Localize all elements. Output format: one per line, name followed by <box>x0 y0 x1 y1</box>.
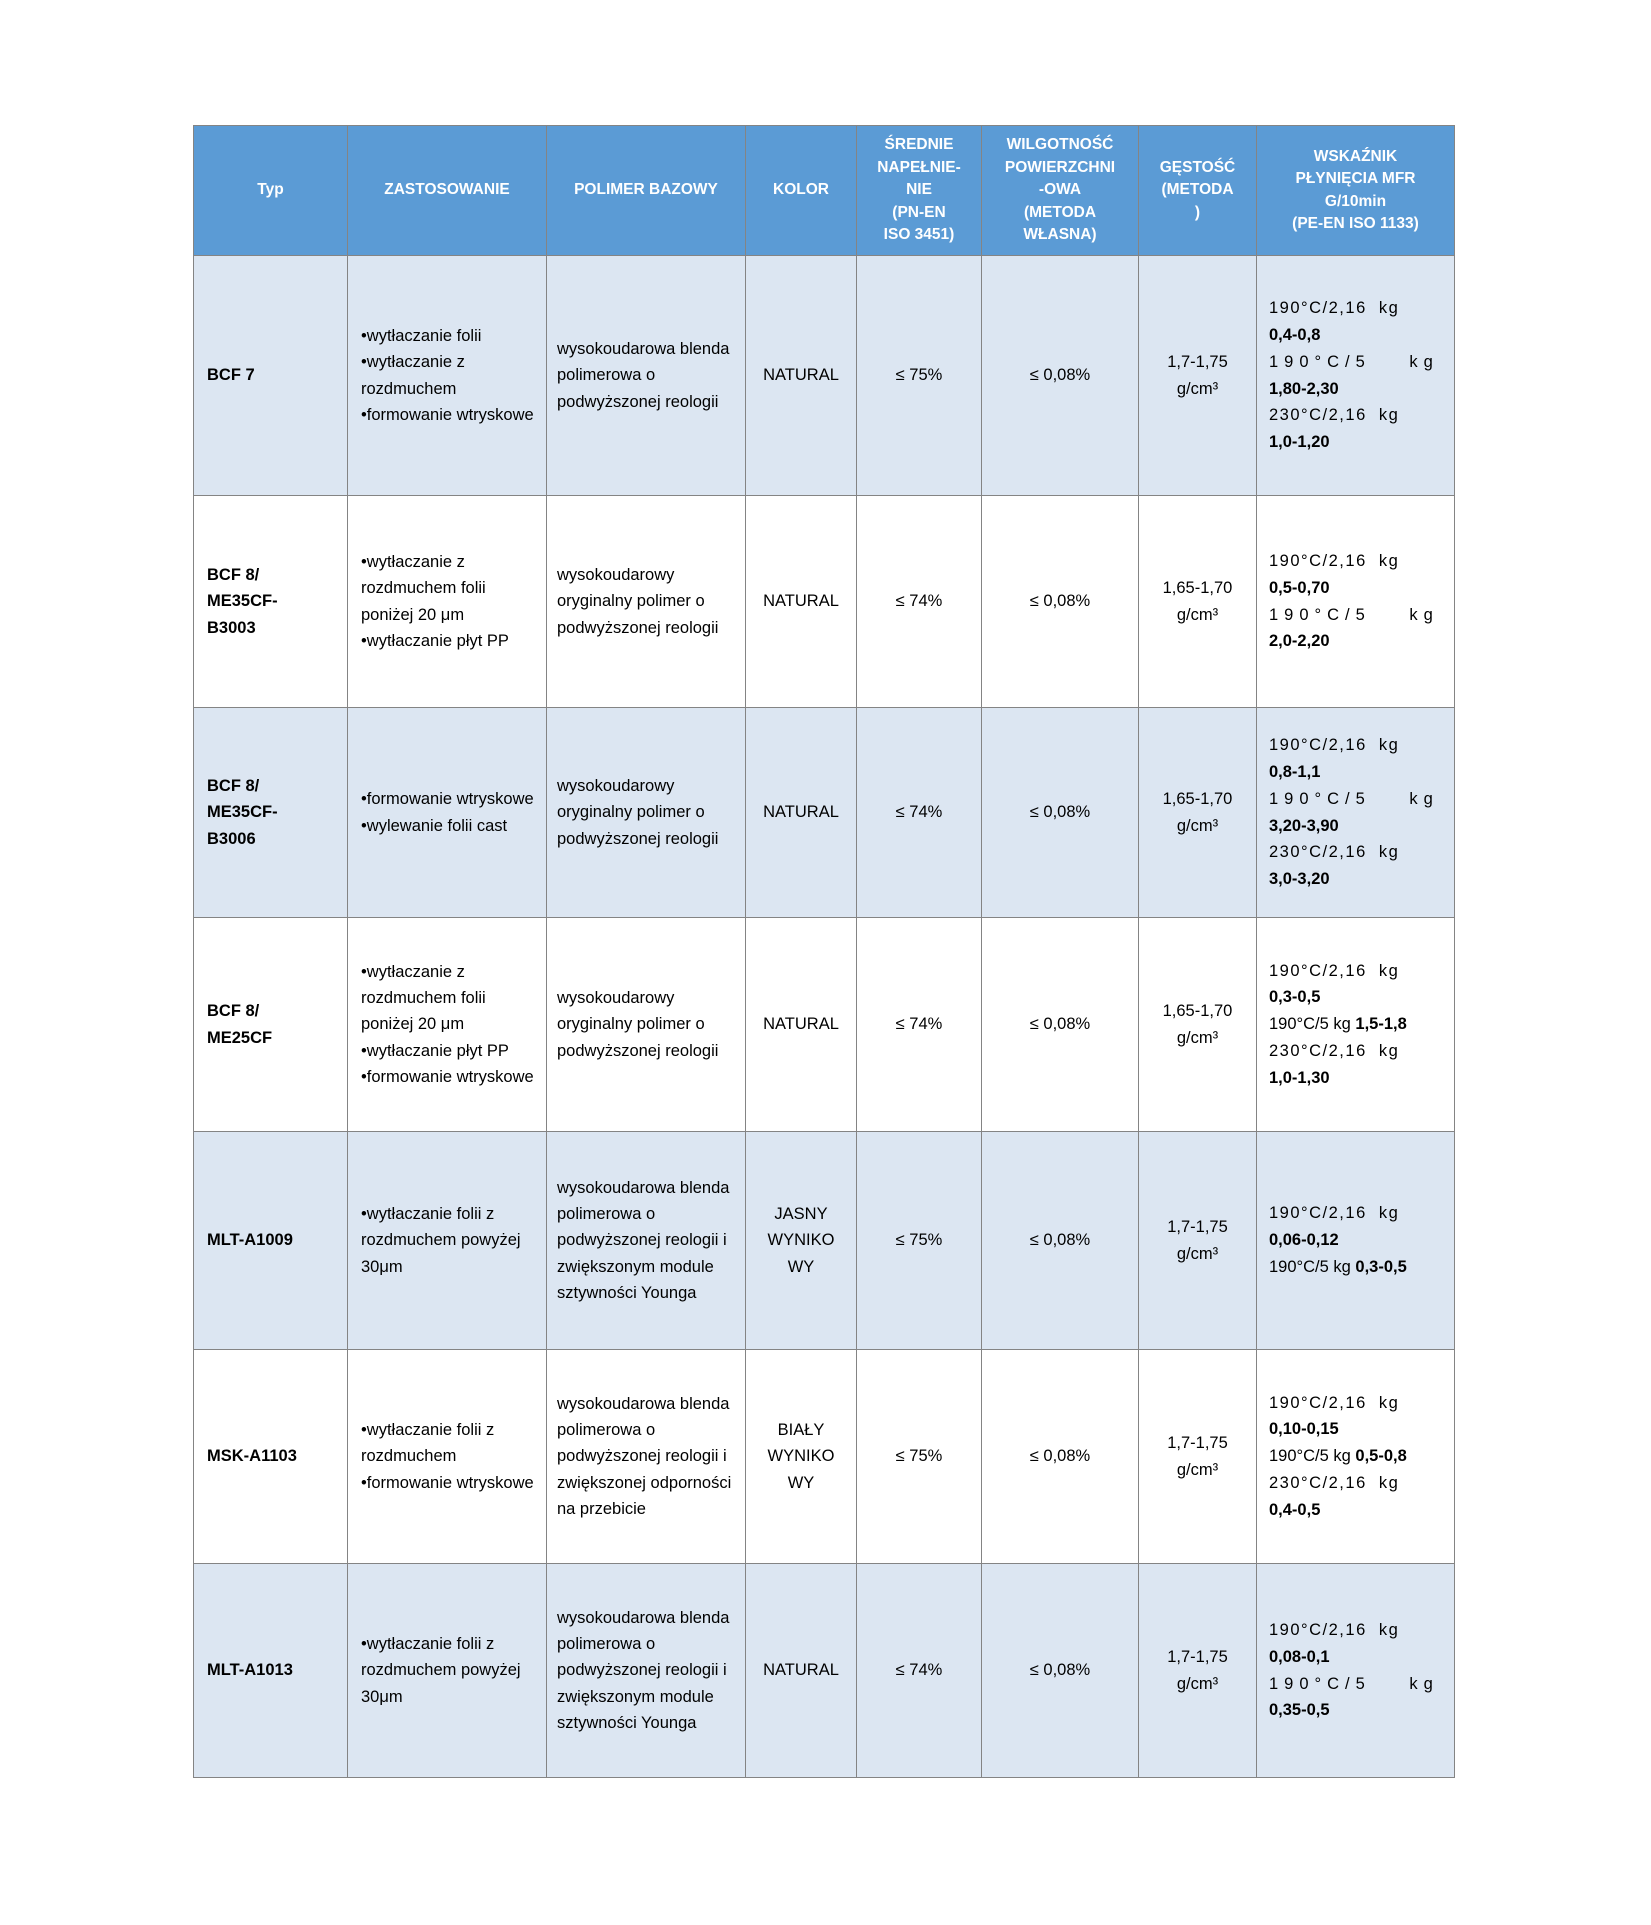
column-header-kolor: KOLOR <box>746 126 857 256</box>
mfr-value: 0,4-0,5 <box>1269 1500 1321 1519</box>
column-header-srednie-napelnienie: ŚREDNIE NAPEŁNIE- NIE (PN-EN ISO 3451) <box>857 126 982 256</box>
mfr-value: 1,80-2,30 <box>1269 379 1339 398</box>
application-item: •wytłaczanie z rozdmuchem folii poniżej 20 μm <box>361 552 486 624</box>
mfr-condition: 230°C/2,16 kg <box>1269 843 1400 862</box>
application-item: •wytłaczanie folii z rozdmuchem <box>361 1420 495 1466</box>
column-header-wilgotnosc: WILGOTNOŚĆ POWIERZCHNI -OWA (METODA WŁASNA) <box>982 126 1139 256</box>
table-row-bcf8-me25cf <box>194 918 1455 1132</box>
cell-mfr <box>1257 708 1455 918</box>
cell-kolor: NATURAL <box>746 256 857 496</box>
cell-polimer: wysokoudarowa blenda polimerowa o podwyższonej reologii <box>547 256 746 496</box>
cell-zastosowanie <box>348 708 547 918</box>
cell-wilgotnosc: ≤ 0,08% <box>982 1564 1139 1778</box>
mfr-value: 0,5-0,70 <box>1269 578 1330 597</box>
cell-gestosc: 1,65-1,70 g/cm³ <box>1139 708 1257 918</box>
mfr-condition: 190°C/2,16 kg <box>1269 1393 1400 1412</box>
mfr-value: 1,0-1,20 <box>1269 432 1330 451</box>
cell-gestosc: 1,65-1,70 g/cm³ <box>1139 496 1257 708</box>
mfr-value: 1,0-1,30 <box>1269 1068 1330 1087</box>
mfr-condition: 190°C/2,16 kg <box>1269 1621 1400 1640</box>
mfr-condition: 190°C/5 kg <box>1269 789 1439 808</box>
cell-typ: BCF 7 <box>194 256 348 496</box>
mfr-value: 2,0-2,20 <box>1269 632 1330 651</box>
mfr-condition-value: 190°C/5 kg 0,5-0,8 <box>1269 1447 1407 1466</box>
cell-polimer: wysokoudarowy oryginalny polimer o podwyższonej reologii <box>547 496 746 708</box>
cell-wilgotnosc: ≤ 0,08% <box>982 1350 1139 1564</box>
mfr-condition: 190°C/2,16 kg <box>1269 736 1400 755</box>
cell-kolor: BIAŁY WYNIKO WY <box>746 1350 857 1564</box>
cell-mfr <box>1257 256 1455 496</box>
application-item: •wytłaczanie folii z rozdmuchem powyżej 30μm <box>361 1204 521 1276</box>
mfr-condition: 190°C/5 kg <box>1269 352 1439 371</box>
cell-gestosc: 1,7-1,75 g/cm³ <box>1139 1350 1257 1564</box>
application-item: •formowanie wtryskowe <box>361 405 534 424</box>
column-header-wskaznik-mfr: WSKAŹNIK PŁYNIĘCIA MFR G/10min (PE-EN ISO 1133) <box>1257 126 1455 256</box>
table-row-mlt-a1013 <box>194 1564 1455 1778</box>
cell-typ: MSK-A1103 <box>194 1350 348 1564</box>
application-item: •wytłaczanie płyt PP <box>361 631 509 650</box>
mfr-value: 0,3-0,5 <box>1269 988 1321 1007</box>
mfr-condition: 190°C/2,16 kg <box>1269 1204 1400 1223</box>
column-header-polimer-bazowy: POLIMER BAZOWY <box>547 126 746 256</box>
cell-napelnienie: ≤ 75% <box>857 1350 982 1564</box>
table-row-mlt-a1009 <box>194 1132 1455 1350</box>
cell-polimer: wysokoudarowa blenda polimerowa o podwyższonej reologii i zwiększonej odporności na przebicie <box>547 1350 746 1564</box>
cell-polimer: wysokoudarowa blenda polimerowa o podwyższonej reologii i zwiększonym module sztywności Younga <box>547 1564 746 1778</box>
application-item: •wylewanie folii cast <box>361 816 508 835</box>
cell-gestosc: 1,65-1,70 g/cm³ <box>1139 918 1257 1132</box>
cell-kolor: NATURAL <box>746 496 857 708</box>
table-row-msk-a1103 <box>194 1350 1455 1564</box>
mfr-condition: 230°C/2,16 kg <box>1269 406 1400 425</box>
cell-zastosowanie <box>348 1350 547 1564</box>
cell-zastosowanie <box>348 256 547 496</box>
cell-napelnienie: ≤ 74% <box>857 1564 982 1778</box>
mfr-value: 0,06-0,12 <box>1269 1231 1339 1250</box>
application-item: •formowanie wtryskowe <box>361 1473 534 1492</box>
cell-zastosowanie <box>348 1564 547 1778</box>
application-item: •wytłaczanie z rozdmuchem folii poniżej 20 μm <box>361 962 486 1034</box>
cell-zastosowanie <box>348 918 547 1132</box>
mfr-condition: 230°C/2,16 kg <box>1269 1473 1400 1492</box>
application-item: •formowanie wtryskowe <box>361 790 534 809</box>
cell-mfr <box>1257 1132 1455 1350</box>
cell-kolor: JASNY WYNIKO WY <box>746 1132 857 1350</box>
mfr-value: 0,10-0,15 <box>1269 1420 1339 1439</box>
cell-zastosowanie <box>348 1132 547 1350</box>
table-row-bcf8-me35cf-b3006 <box>194 708 1455 918</box>
polymer-spec-table <box>193 125 1455 1778</box>
table-row-bcf8-me35cf-b3003 <box>194 496 1455 708</box>
cell-gestosc: 1,7-1,75 g/cm³ <box>1139 256 1257 496</box>
mfr-condition: 190°C/2,16 kg <box>1269 552 1400 571</box>
cell-mfr <box>1257 1564 1455 1778</box>
cell-zastosowanie <box>348 496 547 708</box>
cell-mfr <box>1257 496 1455 708</box>
cell-napelnienie: ≤ 74% <box>857 496 982 708</box>
mfr-condition-value: 190°C/5 kg 0,3-0,5 <box>1269 1257 1407 1276</box>
table-row-bcf7 <box>194 256 1455 496</box>
application-item: •formowanie wtryskowe <box>361 1068 534 1087</box>
cell-typ: BCF 8/ ME35CF- B3003 <box>194 496 348 708</box>
cell-wilgotnosc: ≤ 0,08% <box>982 918 1139 1132</box>
cell-typ: BCF 8/ ME25CF <box>194 918 348 1132</box>
mfr-value: 0,35-0,5 <box>1269 1701 1330 1720</box>
cell-gestosc: 1,7-1,75 g/cm³ <box>1139 1564 1257 1778</box>
header-row <box>194 126 1455 256</box>
cell-kolor: NATURAL <box>746 708 857 918</box>
cell-mfr <box>1257 1350 1455 1564</box>
mfr-condition: 190°C/5 kg <box>1269 1674 1439 1693</box>
cell-typ: MLT-A1009 <box>194 1132 348 1350</box>
cell-napelnienie: ≤ 75% <box>857 256 982 496</box>
mfr-value: 0,8-1,1 <box>1269 763 1321 782</box>
cell-mfr <box>1257 918 1455 1132</box>
cell-polimer: wysokoudarowy oryginalny polimer o podwyższonej reologii <box>547 918 746 1132</box>
mfr-condition: 230°C/2,16 kg <box>1269 1041 1400 1060</box>
mfr-value: 3,0-3,20 <box>1269 869 1330 888</box>
application-item: •wytłaczanie płyt PP <box>361 1041 509 1060</box>
column-header-gestosc: GĘSTOŚĆ (METODA ) <box>1139 126 1257 256</box>
mfr-value: 3,20-3,90 <box>1269 816 1339 835</box>
mfr-condition: 190°C/2,16 kg <box>1269 961 1400 980</box>
mfr-condition: 190°C/2,16 kg <box>1269 299 1400 318</box>
cell-gestosc: 1,7-1,75 g/cm³ <box>1139 1132 1257 1350</box>
cell-typ: BCF 8/ ME35CF- B3006 <box>194 708 348 918</box>
cell-napelnienie: ≤ 74% <box>857 708 982 918</box>
column-header-typ: Typ <box>194 126 348 256</box>
cell-wilgotnosc: ≤ 0,08% <box>982 496 1139 708</box>
column-header-zastosowanie: ZASTOSOWANIE <box>348 126 547 256</box>
application-item: •wytłaczanie folii z rozdmuchem powyżej 30μm <box>361 1634 521 1706</box>
mfr-value: 0,08-0,1 <box>1269 1647 1330 1666</box>
mfr-condition: 190°C/5 kg <box>1269 605 1439 624</box>
cell-napelnienie: ≤ 74% <box>857 918 982 1132</box>
cell-wilgotnosc: ≤ 0,08% <box>982 1132 1139 1350</box>
cell-kolor: NATURAL <box>746 1564 857 1778</box>
application-item: •wytłaczanie z rozdmuchem <box>361 353 465 398</box>
cell-polimer: wysokoudarowy oryginalny polimer o podwyższonej reologii <box>547 708 746 918</box>
cell-wilgotnosc: ≤ 0,08% <box>982 256 1139 496</box>
mfr-condition-value: 190°C/5 kg 1,5-1,8 <box>1269 1015 1407 1034</box>
cell-wilgotnosc: ≤ 0,08% <box>982 708 1139 918</box>
cell-kolor: NATURAL <box>746 918 857 1132</box>
cell-napelnienie: ≤ 75% <box>857 1132 982 1350</box>
cell-typ: MLT-A1013 <box>194 1564 348 1778</box>
application-item: •wytłaczanie folii <box>361 326 482 345</box>
mfr-value: 0,4-0,8 <box>1269 326 1321 345</box>
cell-polimer: wysokoudarowa blenda polimerowa o podwyższonej reologii i zwiększonym module sztywności Younga <box>547 1132 746 1350</box>
